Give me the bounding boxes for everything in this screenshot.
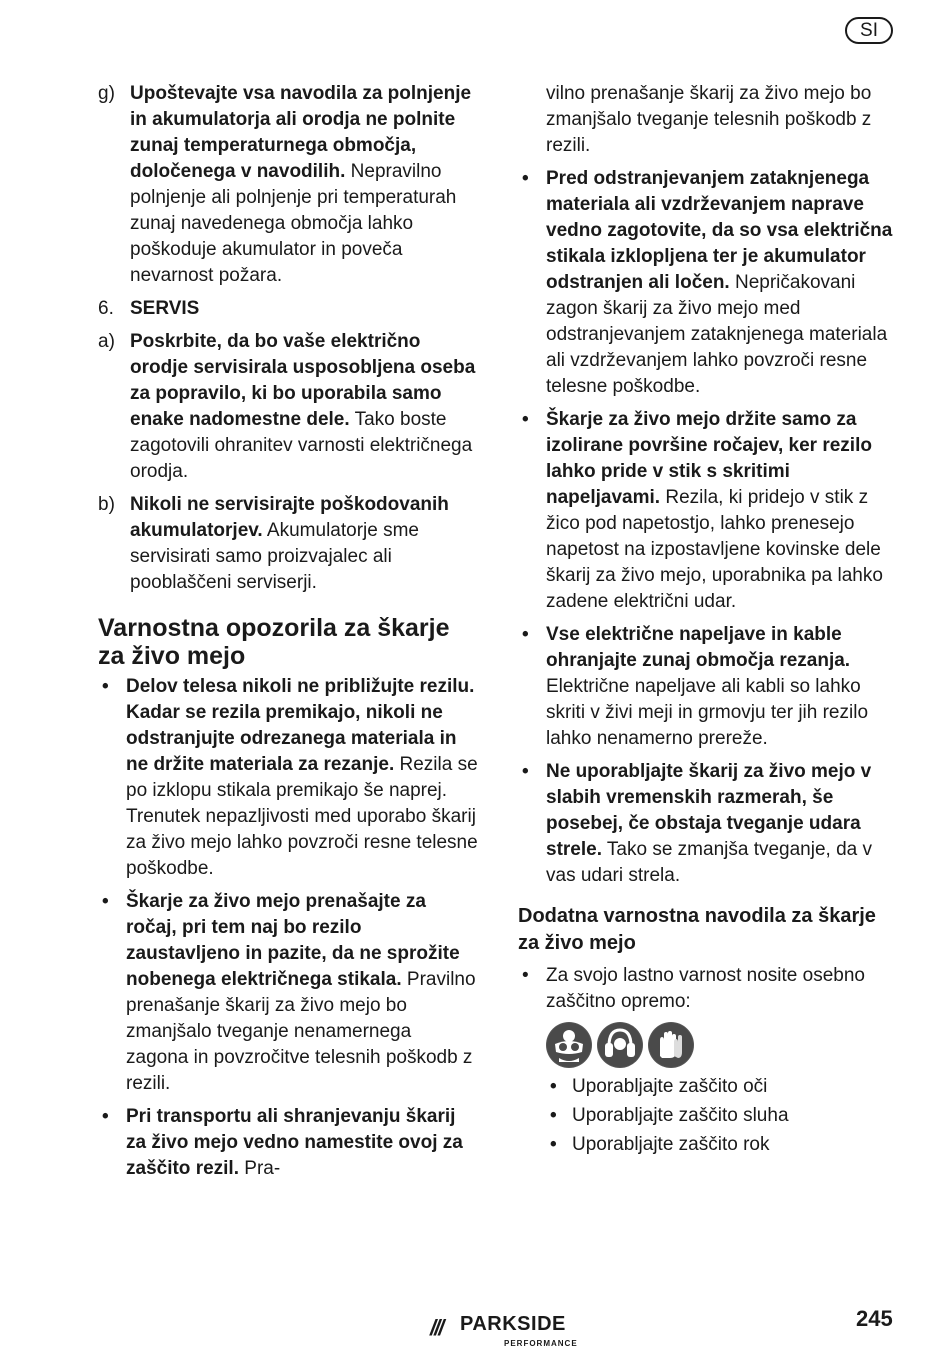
bullet-bold-text: Ne uporabljajte škarij za živo mejo v slabih vremenskih razmerah, še posebej, če obstaja tveganje udara strele. [546,761,872,860]
item-marker: a) [98,331,115,352]
section-heading: Varnostna opozorila za škarje za živo mejo [98,614,450,670]
bullet-item [98,1104,478,1182]
bullet-icon: • [522,965,529,986]
ppe-item-text: Uporabljajte zaščito rok [572,1134,770,1155]
bullet-icon: • [550,1076,557,1097]
section-number: 6. [98,298,114,319]
bullet-item [518,407,900,615]
parkside-logo [430,1313,590,1353]
bullet-icon: • [550,1134,557,1155]
item-bold-text: Nikoli ne servisirajte poškodovanih akumulatorjev. [130,494,449,541]
subheading: Dodatna varnostna navodila za škarje za živo mejo [518,905,876,954]
ppe-list-item [518,1132,900,1158]
bullet-text: Rezila, ki pridejo v stik z žico pod napetostjo, lahko prenesejo napetost na izpostavljene kovinske dele škarij za živo mejo, uporabnika pa lahko zadene električni udar. [546,487,883,612]
right-column [518,81,900,1161]
bullet-icon: • [522,624,529,645]
bullet-icon: • [102,1106,109,1127]
bullet-icon: • [522,168,529,189]
page-number: 245 [856,1306,893,1331]
ppe-list-item [518,1074,900,1100]
bullet-icon: • [522,409,529,430]
bullet-text: Električne napeljave ali kabli so lahko skriti v živi meji in grmovju ter jih rezilo lahko nenamerno prereže. [546,676,869,749]
ppe-intro-item [518,963,900,1015]
brand-mark: /// [430,1315,443,1340]
item-marker: g) [98,83,115,104]
eye-protection-icon [546,1022,592,1068]
item-text: Tako boste zagotovili ohranitev varnosti električnega orodja. [130,409,473,482]
bullet-bold-text: Škarje za živo mejo prenašajte za ročaj, pri tem naj bo rezilo zaustavljeno in pazite, da ne sprožite nobenega električnega stikala. [126,891,460,990]
item-text: Akumulatorje sme servisirati samo proizvajalec ali pooblaščeni serviserji. [130,520,419,593]
bullet-icon: • [102,891,109,912]
bullet-text: Tako se zmanjša tveganje, da v vas udari strela. [546,839,873,886]
bullet-text: Pravilno prenašanje škarij za živo mejo bo zmanjšalo tveganje nenamernega zagona in povzročitve telesnih poškodb z rezili. [126,969,476,1094]
list-item-g [98,81,478,289]
bullet-item [518,759,900,889]
hearing-protection-icon [597,1022,643,1068]
language-badge: SI [845,17,893,44]
bullet-bold-text: Delov telesa nikoli ne približujte rezilu. Kadar se rezila premikajo, nikoli ne odstranjujte odrezanega materiala in ne držite materiala za rezanje. [126,676,475,775]
left-column [98,81,478,1189]
bullet-text: Pra- [239,1158,281,1179]
list-item-a [98,329,478,485]
continuation-text: vilno prenašanje škarij za živo mejo bo zmanjšalo tveganje telesnih poškodb z rezili. [546,83,872,156]
bullet-item [98,889,478,1097]
bullet-bold-text: Vse električne napeljave in kable ohranjajte zunaj območja rezanja. [546,624,851,671]
gloves-icon [648,1022,694,1068]
ppe-item-text: Uporabljajte zaščito oči [572,1076,768,1097]
bullet-item [98,674,478,882]
item-bold-text: Upoštevajte vsa navodila za polnjenje in akumulatorja ali orodja ne polnite zunaj temperaturnega območja, določenega v navodilih. [130,83,472,182]
brand-name: PARKSIDE [460,1313,566,1335]
ppe-icons [546,1022,900,1068]
ppe-item-text: Uporabljajte zaščito sluha [572,1105,789,1126]
section-title: SERVIS [130,298,200,319]
bullet-item [518,622,900,752]
brand-sub: PERFORMANCE [504,1339,578,1348]
bullet-item [518,166,900,400]
ppe-list-item [518,1103,900,1129]
bullet-bold-text: Pred odstranjevanjem zataknjenega materiala ali vzdrževanjem naprave vedno zagotovite, da so vsa električna stikala izklopljena ter je akumulator odstranjen ali ločen. [546,168,893,293]
item-marker: b) [98,494,115,515]
bullet-text: Nepričakovani zagon škarij za živo mejo med odstranjevanjem zataknjenega materiala ali vzdrževanjem lahko povzroči resne telesne poškodbe. [546,272,888,397]
item-bold-text: Poskrbite, da bo vaše električno orodje servisirala usposobljena oseba za popravilo, ki bo uporabila samo enake nadomestne dele. [130,331,476,430]
bullet-icon: • [102,676,109,697]
list-item-b [98,492,478,596]
item-text: Nepravilno polnjenje ali polnjenje pri temperaturah zunaj navedenega območja lahko poškoduje akumulator in poveča nevarnost požara. [130,161,457,286]
bullet-icon: • [522,761,529,782]
ppe-intro-text: Za svojo lastno varnost nosite osebno zaščitno opremo: [546,965,865,1012]
section-heading-servis [98,296,478,322]
bullet-text: Rezila se po izklopu stikala premikajo še naprej. Trenutek nepazljivosti med uporabo škarij za živo mejo lahko povzroči resne telesne poškodbe. [126,754,478,879]
bullet-bold-text: Škarje za živo mejo držite samo za izolirane površine ročajev, ker rezilo lahko pride v stik s skritimi napeljavami. [546,409,872,508]
bullet-bold-text: Pri transportu ali shranjevanju škarij za živo mejo vedno namestite ovoj za zaščito rezil. [126,1106,463,1179]
bullet-icon: • [550,1105,557,1126]
